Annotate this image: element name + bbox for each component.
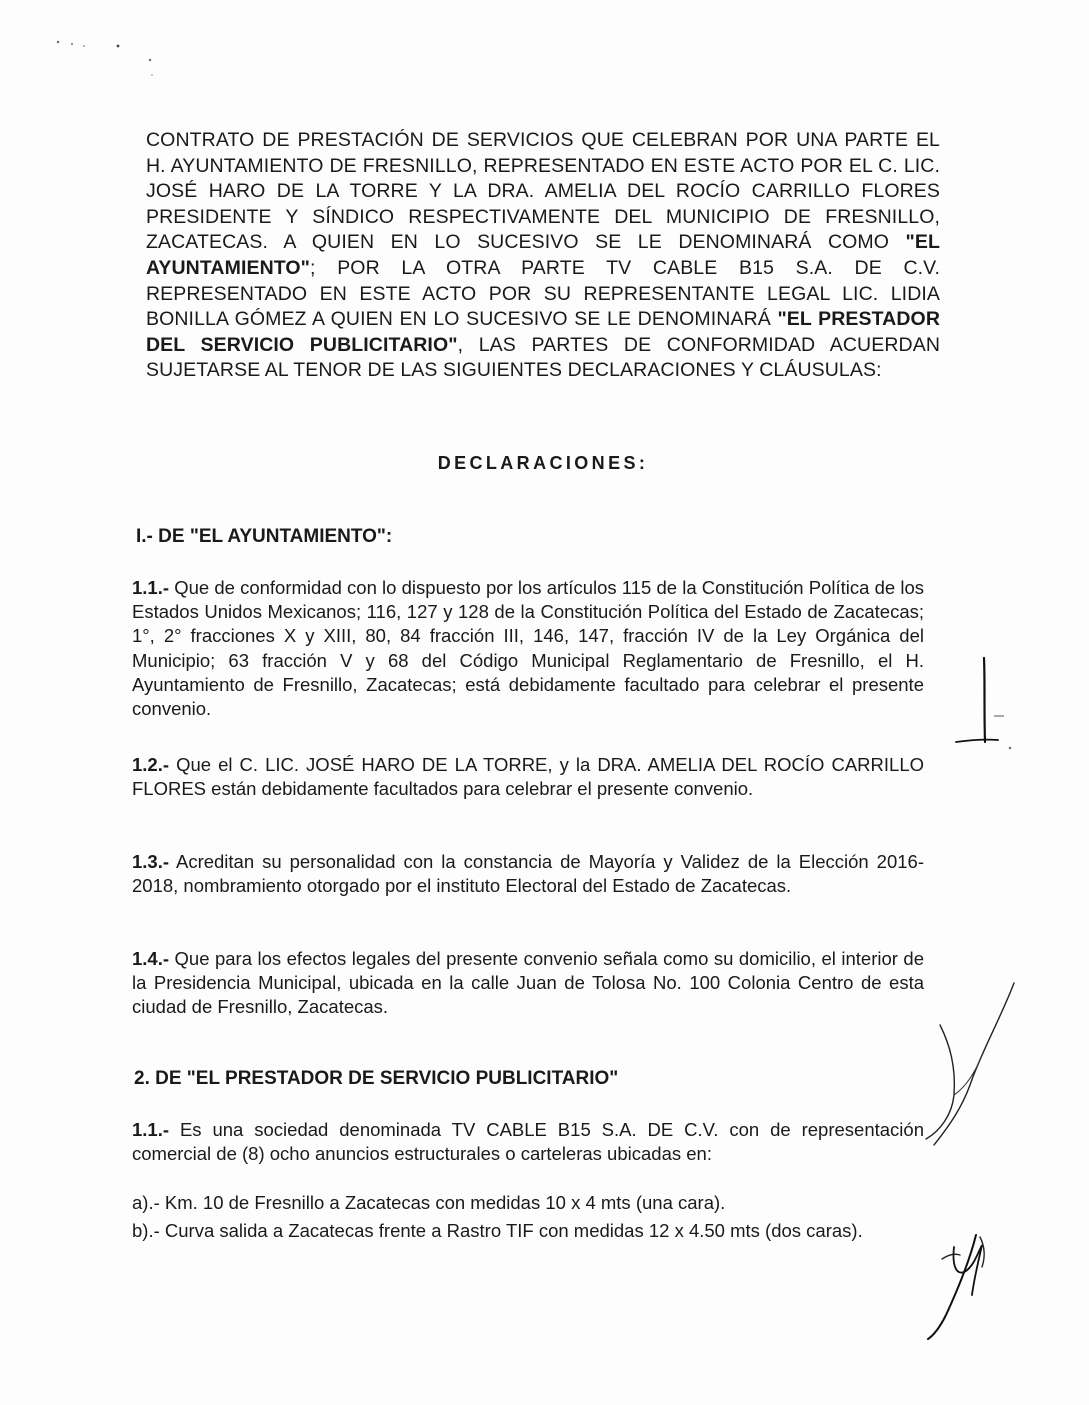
clause-1-4 [132,947,924,1020]
declaraciones-heading: DECLARACIONES: [437,453,649,473]
clause-text: Es una sociedad denominada TV CABLE B15 S.A. DE C.V. con de representación comercial de (8) ocho anuncios estructurales o carteleras ubicadas en: [132,1119,924,1165]
clause-1-1 [132,576,924,721]
clause-text: Que para los efectos legales del presente convenio señala como su domicilio, el interior de la Presidencia Municipal, ubicada en la calle Juan de Tolosa No. 100 Colonia Centro de esta ciudad de Fresnillo, Zacatecas. [132,948,924,1018]
clause-2-1-1 [132,1118,924,1166]
intro-bold-prestador: "EL PRESTADOR DEL SERVICIO PUBLICITARIO" [146,308,940,356]
section-1-title: I.- DE "EL AYUNTAMIENTO": [136,526,393,547]
clause-text: Que de conformidad con lo dispuesto por los artículos 115 de la Constitución Política de los Estados Unidos Mexicanos; 116, 127 y 128 de la Constitución Política del Estado de Zacatecas; 1°, 2° fracciones X y XIII, 80, 84 fracción III, 146, 147, fracción IV de la Ley Orgánica del Municipio; 63 fracción V y 68 del Código Municipal Reglamentario de Fresnillo, el H. Ayuntamiento de Fresnillo, Zacatecas; está debidamente facultado para celebrar el presente convenio. [132,577,924,720]
clause-number: 1.2.- [132,754,170,775]
clause-number: 1.4.- [132,948,170,969]
clause-text: Acreditan su personalidad con la constancia de Mayoría y Validez de la Elección 2016-2018, nombramiento otorgado por el instituto Electoral del Estado de Zacatecas. [132,851,924,897]
scan-specks [40,30,180,90]
clause-1-3 [132,850,924,898]
clause-number: 1.3.- [132,851,170,872]
clause-text: Que el C. LIC. JOSÉ HARO DE LA TORRE, y la DRA. AMELIA DEL ROCÍO CARRILLO FLORES están debidamente facultados para celebrar el presente convenio. [132,754,924,800]
contract-intro [146,128,940,384]
section-2-title: 2. DE "EL PRESTADOR DE SERVICIO PUBLICITARIO" [134,1068,619,1089]
intro-text-3: , LAS PARTES DE CONFORMIDAD ACUERDAN SUJETARSE AL TENOR DE LAS SIGUIENTES DECLARACIONES Y CLÁUSULAS: [146,333,940,382]
clause-number: 1.1.- [132,1119,170,1140]
margin-signature [910,975,1030,1175]
intro-text-1: CONTRATO DE PRESTACIÓN DE SERVICIOS QUE CELEBRAN POR UNA PARTE EL H. AYUNTAMIENTO DE FRESNILLO, REPRESENTADO EN ESTE ACTO POR EL C. LIC. JOSÉ HARO DE LA TORRE Y LA DRA. AMELIA DEL ROCÍO CARRILLO FLORES PRESIDENTE Y SÍNDICO RESPECTIVAMENTE DEL MUNICIPIO DE FRESNILLO, ZACATECAS. A QUIEN EN LO SUCESIVO SE LE DENOMINARÁ COMO [146,129,940,254]
margin-initial-mark [948,650,1018,760]
clause-number: 1.1.- [132,577,170,598]
intro-text-2: ; POR LA OTRA PARTE TV CABLE B15 S.A. DE C.V. REPRESENTADO EN ESTE ACTO POR SU REPRESENTANTE LEGAL LIC. LIDIA BONILLA GÓMEZ A QUIEN EN LO SUCESIVO SE LE DENOMINARÁ [146,256,940,331]
billboard-item-b: b).- Curva salida a Zacatecas frente a Rastro TIF con medidas 12 x 4.50 mts (dos caras). [132,1220,863,1241]
bottom-initials-signature [912,1225,1002,1345]
intro-bold-ayuntamiento: "EL AYUNTAMIENTO" [146,231,940,279]
clause-1-2 [132,753,924,801]
billboard-item-a: a).- Km. 10 de Fresnillo a Zacatecas con medidas 10 x 4 mts (una cara). [132,1192,726,1213]
